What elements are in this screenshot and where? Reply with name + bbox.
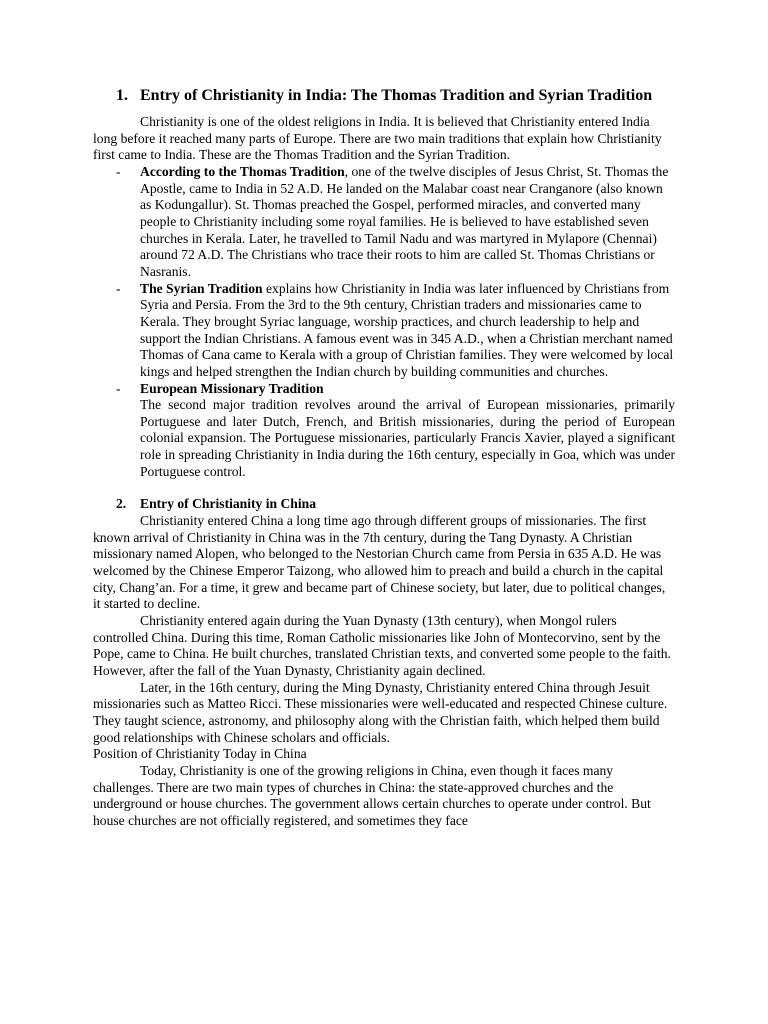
section-1-title: Entry of Christianity in India: The Thomas Tradition and Syrian Tradition — [140, 87, 653, 104]
bullet-dash: - — [116, 280, 121, 296]
bullet-syrian-text: explains how Christianity in India was later influenced by Christians from Syria and Persia. From the 3rd to the 9th century, Christian traders and missionaries came to Kerala. They brought Syriac language, worship practices, and church leadership to help and support the Indian Christians. A famous event was in 345 A.D., when a Christian merchant named Thomas of Cana came to Kerala with a group of Christian families. They were welcomed by local kings and helped strengthen the Indian church by building communities and churches. — [140, 280, 674, 379]
bullet-european-tradition — [93, 381, 675, 481]
section-2-paragraph-1: Christianity entered China a long time ago through different groups of missionaries. The first known arrival of Christianity in China was in the 7th century, during the Tang Dynasty. A Christian missionary named Alopen, who belonged to the Nestorian Church came from Persia in 635 A.D. He was welcomed by the Chinese Emperor Taizong, who allowed him to preach and build a church in the capital city, Chang’an. For a time, it grew and became part of Chinese society, but later, due to political changes, it started to decline. — [93, 513, 666, 612]
section-spacer — [93, 480, 675, 496]
bullet-thomas-tradition — [93, 164, 675, 281]
section-1-heading — [93, 86, 675, 106]
bullet-european-bold: European Missionary Tradition — [140, 380, 324, 396]
bullet-syrian-tradition — [93, 281, 675, 381]
bullet-thomas-bold: According to the Thomas Tradition — [140, 163, 345, 179]
section-1-bullet-list — [93, 164, 675, 480]
bullet-european-text: The second major tradition revolves around the arrival of European missionaries, primarily Portuguese and later Dutch, French, and British missionaries, during the period of European colonial expansion. The Portuguese missionaries, particularly Francis Xavier, played a significant role in spreading Christianity in India during the 16th century, especially in Goa, which was under Portuguese control. — [140, 397, 675, 479]
bullet-dash: - — [116, 163, 121, 179]
section-2-paragraph-2: Christianity entered again during the Yuan Dynasty (13th century), when Mongol rulers controlled China. During this time, Roman Catholic missionaries like John of Montecorvino, sent by the Pope, came to China. He built churches, translated Christian texts, and converted some people to the faith. However, after the fall of the Yuan Dynasty, Christianity again declined. — [93, 613, 671, 678]
section-2-number: 2. — [116, 496, 127, 512]
section-2-paragraph-3: Later, in the 16th century, during the Ming Dynasty, Christianity entered China through Jesuit missionaries such as Matteo Ricci. These missionaries were well-educated and respected Chinese culture. They taught science, astronomy, and philosophy along with the Christian faith, which helped them build good relationships with Chinese scholars and officials. — [93, 679, 668, 745]
section-1-intro: Christianity is one of the oldest religions in India. It is believed that Christianity entered India long before it reached many parts of Europe. There are two main traditions that explain how Christianity first came to India. These are the Thomas Tradition and the Syrian Tradition. — [93, 114, 662, 163]
bullet-thomas-text: , one of the twelve disciples of Jesus Christ, St. Thomas the Apostle, came to India in 52 A.D. He landed on the Malabar coast near Cranganore (also known as Kodungallur). St. Thomas preached the Gospel, performed miracles, and converted many people to Christianity including some royal families. He is believed to have established seven churches in Kerala. Later, he travelled to Tamil Nadu and was martyred in Mylapore (Chennai) around 72 A.D. The Christians who trace their roots to him are called St. Thomas Christians or Nasranis. — [140, 163, 669, 279]
section-2-subheading: Position of Christianity Today in China — [93, 746, 307, 762]
bullet-syrian-bold: The Syrian Tradition — [140, 280, 263, 296]
section-2-title: Entry of Christianity in China — [140, 496, 316, 512]
section-2-today-paragraph: Today, Christianity is one of the growing religions in China, even though it faces many challenges. There are two main types of churches in China: the state-approved churches and the underground or house churches. The government allows certain churches to operate under control. But house churches are not officially registered, and sometimes they face — [93, 762, 651, 828]
document-page — [93, 86, 675, 830]
bullet-dash: - — [116, 380, 121, 396]
section-2-heading — [93, 496, 675, 513]
section-1-number: 1. — [116, 87, 128, 104]
